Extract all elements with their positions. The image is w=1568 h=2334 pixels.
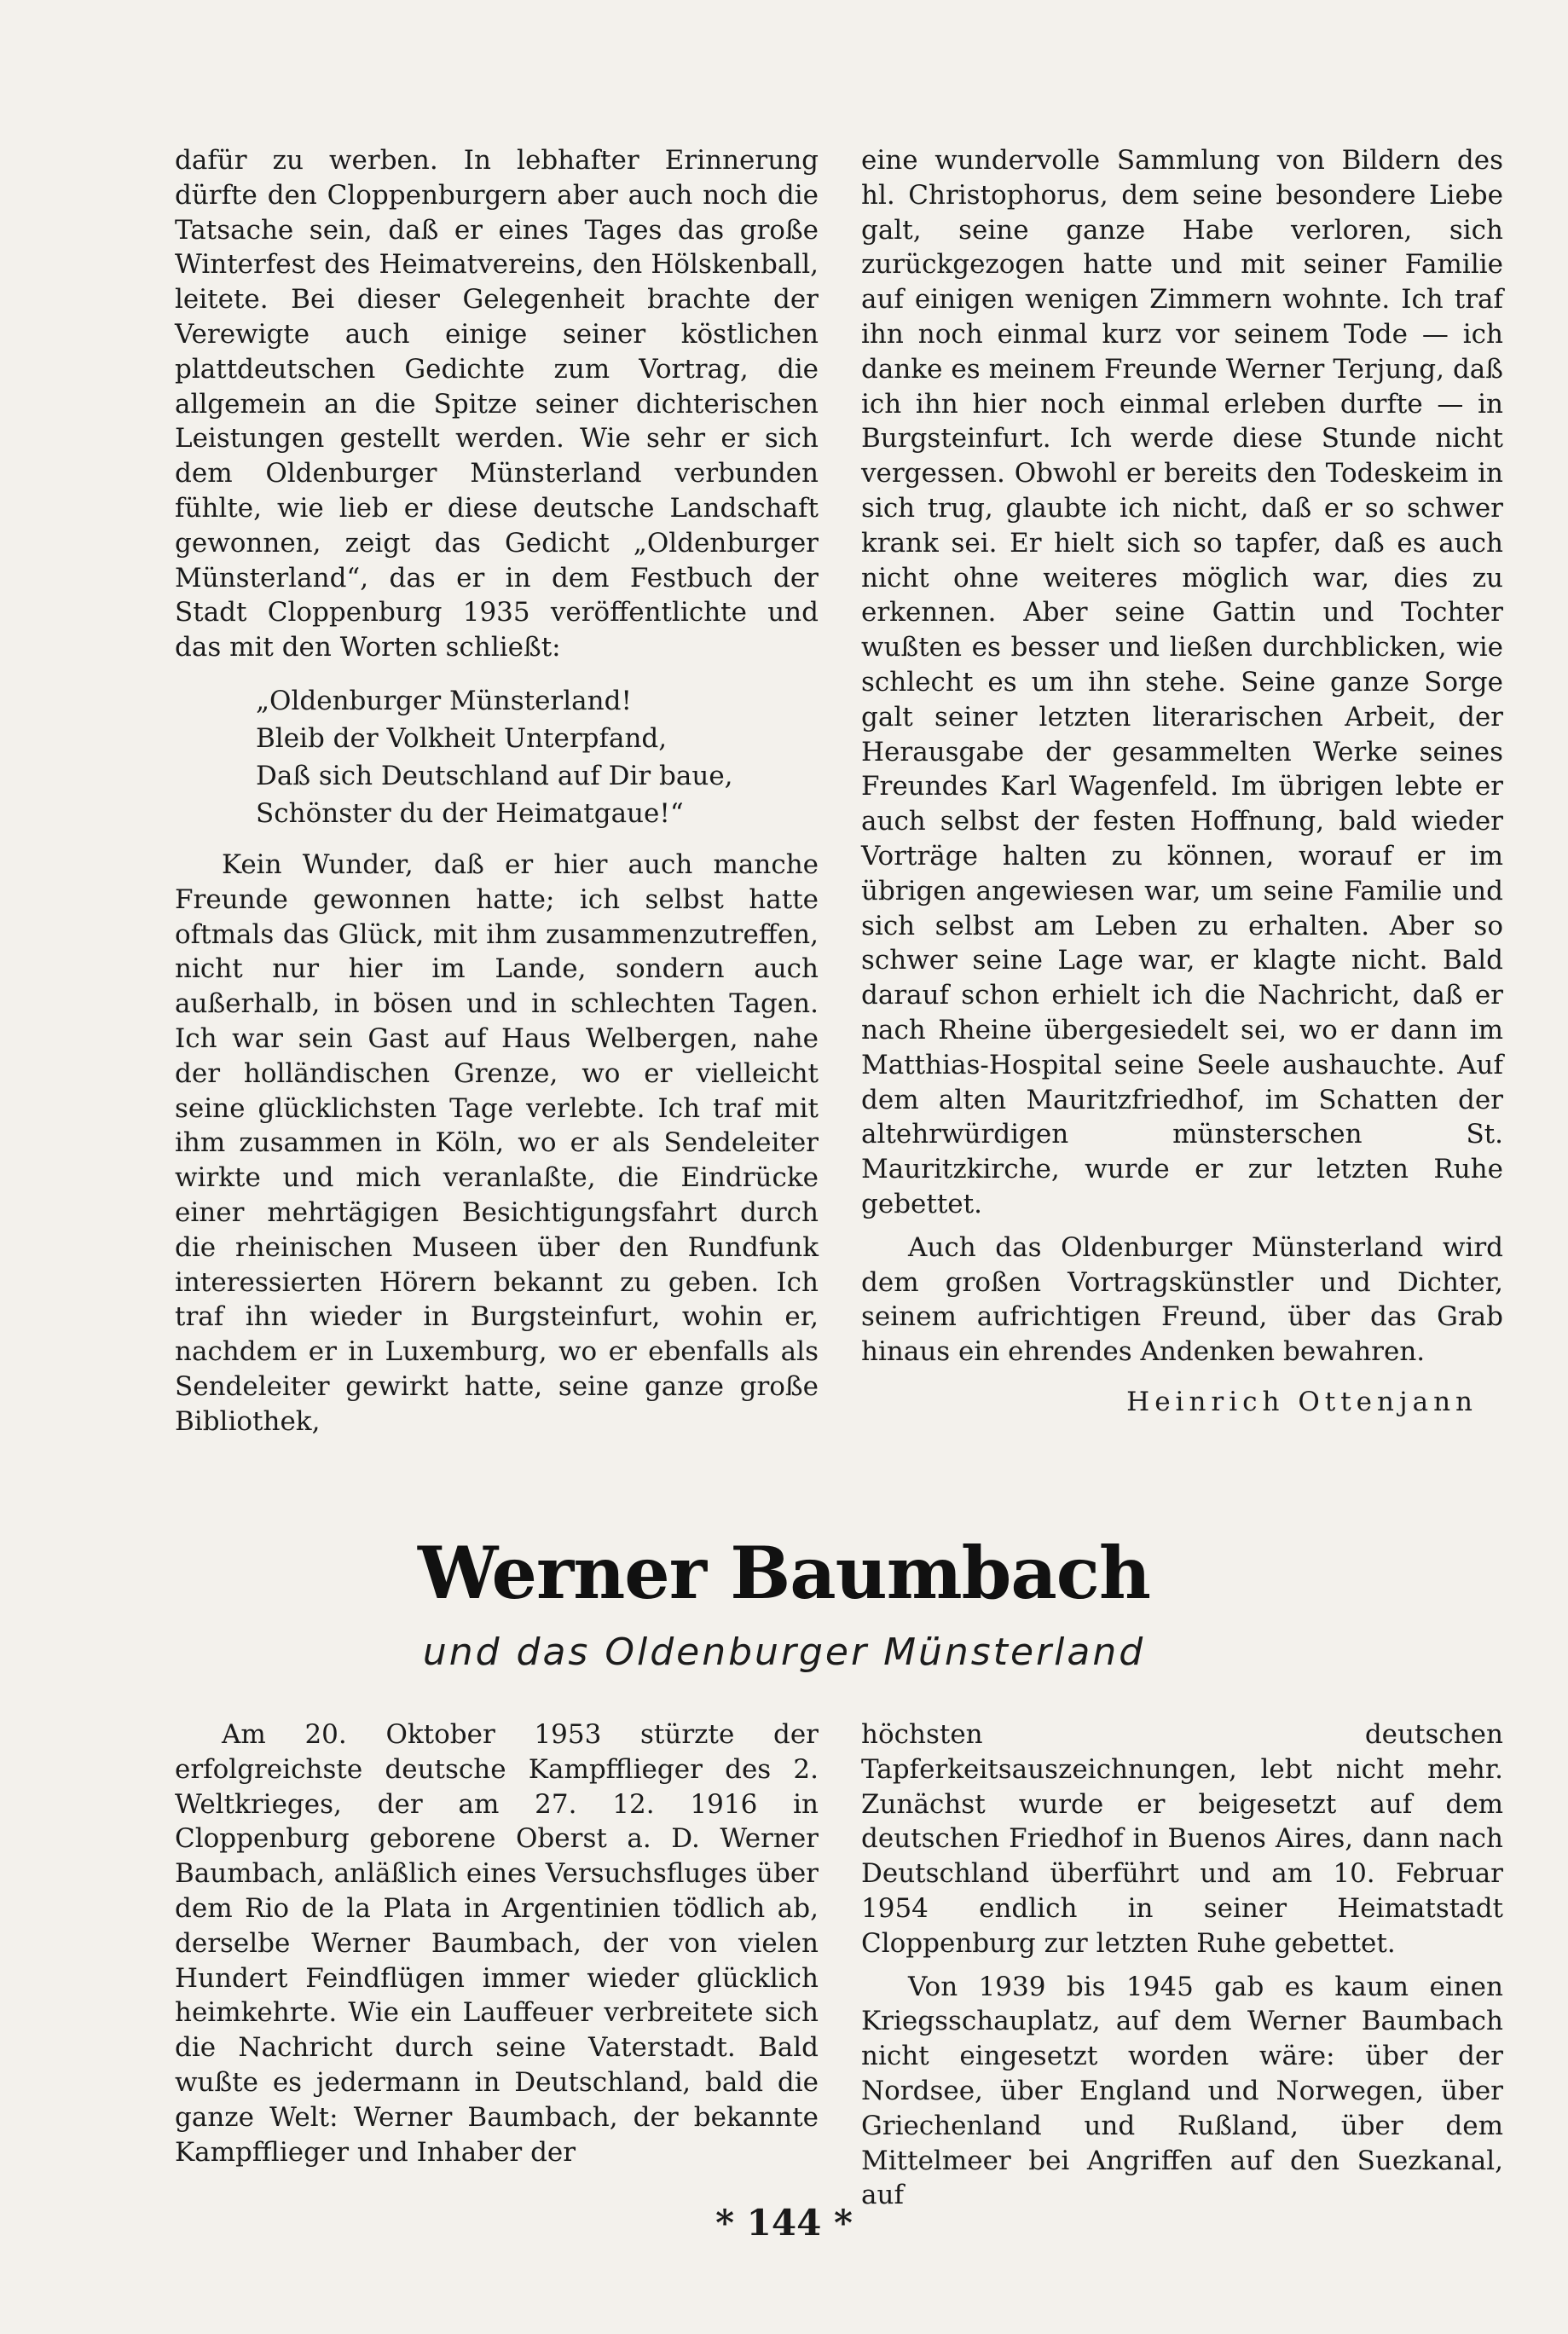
- article-right-column: [861, 1717, 1503, 2213]
- poem-line: „Oldenburger Münsterland!: [256, 685, 632, 716]
- author-signature: Heinrich Ottenjann: [1126, 1386, 1478, 1417]
- poem-line: Daß sich Deutschland auf Dir baue,: [256, 760, 733, 791]
- article-headline: Werner Baumbach: [418, 1531, 1150, 1615]
- article-subtitle: und das Oldenburger Münsterland: [422, 1630, 1146, 1674]
- article-left-column: [175, 1717, 819, 2169]
- body-paragraph: Am 20. Oktober 1953 stürzte der erfolgreichste deutsche Kampfflieger des 2. Weltkrieges, der am 27. 12. 1916 in Cloppenburg geborene Oberst a. D. Werner Baumbach, anläßlich eines Versuchsfluges über dem Rio de la Plata in Argentinien tödlich ab, derselbe Werner Baumbach, der von vielen Hundert Feindflügen immer wieder glücklich heimkehrte. Wie ein Lauffeuer verbreitete sich die Nachricht durch seine Vaterstadt. Bald wußte es jedermann in Deutschland, bald die ganze Welt: Werner Baumbach, der bekannte Kampfflieger und Inhaber der: [175, 1719, 819, 2168]
- body-paragraph: dafür zu werben. In lebhafter Erinnerung dürfte den Cloppenburgern aber auch noch die Tatsache sein, daß er eines Tages das große Winterfest des Heimatvereins, den Hölskenball, leitete. Bei dieser Gelegenheit brachte der Verewigte auch einige seiner köstlichen plattdeutschen Gedichte zum Vortrag, die allgemein an die Spitze seiner dichterischen Leistungen gestellt werden. Wie sehr er sich dem Oldenburger Münsterland verbunden fühlte, wie lieb er diese deutsche Landschaft gewonnen, zeigt das Gedicht „Oldenburger Münsterland“, das er in dem Festbuch der Stadt Cloppenburg 1935 veröffentlichte und das mit den Worten schließt:: [175, 145, 819, 663]
- top-left-column: [175, 143, 819, 1439]
- poem-line: Schönster du der Heimatgaue!“: [256, 797, 684, 829]
- page-number: * 144 *: [715, 2202, 853, 2244]
- body-paragraph: höchsten deutschen Tapferkeitsauszeichnungen, lebt nicht mehr. Zunächst wurde er beigesetzt auf dem deutschen Friedhof in Buenos Aires, dann nach Deutschland überführt und am 10. Februar 1954 endlich in seiner Heimatstadt Cloppenburg zur letzten Ruhe gebettet.: [861, 1719, 1503, 1959]
- body-paragraph: Kein Wunder, daß er hier auch manche Freunde gewonnen hatte; ich selbst hatte oftmals das Glück, mit ihm zusammenzutreffen, nicht nur hier im Lande, sondern auch außerhalb, in bösen und in schlechten Tagen. Ich war sein Gast auf Haus Welbergen, nahe der holländischen Grenze, wo er vielleicht seine glücklichsten Tage verlebte. Ich traf mit ihm zusammen in Köln, wo er als Sendeleiter wirkte und mich veranlaßte, die Eindrücke einer mehrtägigen Besichtigungsfahrt durch die rheinischen Museen über den Rundfunk interessierten Hörern bekannt zu geben. Ich traf ihn wieder in Burgsteinfurt, wohin er, nachdem er in Luxemburg, wo er ebenfalls als Sendeleiter gewirkt hatte, seine ganze große Bibliothek,: [175, 848, 819, 1437]
- poem-quote: [256, 682, 819, 832]
- body-paragraph: eine wundervolle Sammlung von Bildern des hl. Christophorus, dem seine besondere Liebe galt, seine ganze Habe verloren, sich zurückgezogen hatte und mit seiner Familie auf einigen wenigen Zimmern wohnte. Ich traf ihn noch einmal kurz vor seinem Tode — ich danke es meinem Freunde Werner Terjung, daß ich ihn hier noch einmal erleben durfte — in Burgsteinfurt. Ich werde diese Stunde nicht vergessen. Obwohl er bereits den Todeskeim in sich trug, glaubte ich nicht, daß er so schwer krank sei. Er hielt sich so tapfer, daß es auch nicht ohne weiteres möglich war, dies zu erkennen. Aber seine Gattin und Tochter wußten es besser und ließen durchblicken, wie schlecht es um ihn stehe. Seine ganze Sorge galt seiner letzten literarischen Arbeit, der Herausgabe der gesammelten Werke seines Freundes Karl Wagenfeld. Im übrigen lebte er auch selbst der festen Hoffnung, bald wieder Vorträge halten zu können, worauf er im übrigen angewiesen war, um seine Familie und sich selbst am Leben zu erhalten. Aber so schwer seine Lage war, er klagte nicht. Bald darauf schon erhielt ich die Nachricht, daß er nach Rheine übergesiedelt sei, wo er dann im Matthias-Hospital seine Seele aushauchte. Auf dem alten Mauritzfriedhof, im Schatten der altehrwürdigen münsterschen St. Mauritzkirche, wurde er zur letzten Ruhe gebettet.: [861, 145, 1503, 1219]
- top-right-column: [861, 143, 1503, 1420]
- poem-line: Bleib der Volkheit Unterpfand,: [256, 722, 668, 754]
- body-paragraph: Auch das Oldenburger Münsterland wird dem großen Vortragskünstler und Dichter, seinem aufrichtigen Freund, über das Grab hinaus ein ehrendes Andenken bewahren.: [861, 1231, 1503, 1368]
- body-paragraph: Von 1939 bis 1945 gab es kaum einen Kriegsschauplatz, auf dem Werner Baumbach nicht eingesetzt worden wäre: über der Nordsee, über England und Norwegen, über Griechenland und Rußland, über dem Mittelmeer bei Angriffen auf den Suezkanal, auf: [861, 1971, 1503, 2211]
